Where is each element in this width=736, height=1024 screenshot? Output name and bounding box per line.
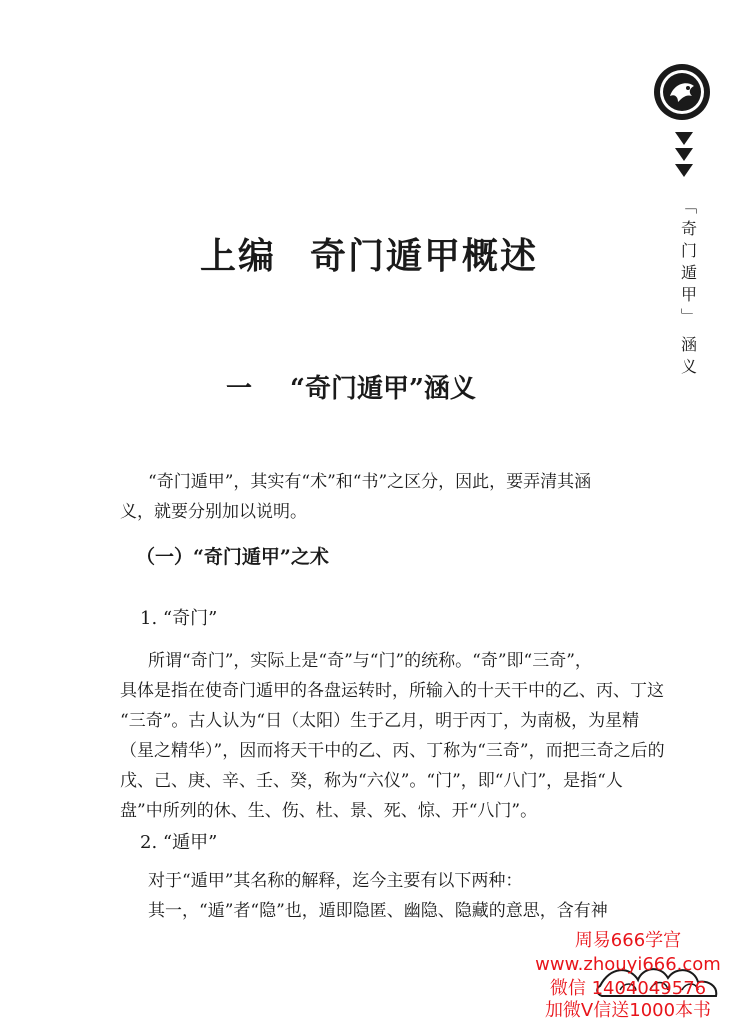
sidebar-char: 义 <box>680 357 697 376</box>
part-name: 奇门遁甲概述 <box>310 235 539 277</box>
para1-line-5: 戊、己、庚、辛、壬、癸，称为“六仪”。“门”，即“八门”，是指“人 <box>120 771 623 791</box>
para1-line-3: “三奇”。古人认为“日（太阳）生于乙月，明于丙丁，为南极，为星精 <box>120 711 640 731</box>
watermark-line-2: www.zhouyi666.com <box>535 954 721 975</box>
para2-line-2: 其一，“遁”者“隐”也，遁即隐匿、幽隐、隐藏的意思，含有神 <box>148 901 608 921</box>
watermark-line-4: 加微V信送1000本书 <box>544 1000 712 1021</box>
para1-line-6: 盘”中所列的休、生、伤、杜、景、死、惊、开“八门”。 <box>120 801 538 821</box>
sidebar-char: 奇 <box>680 219 697 238</box>
dragon-seal-icon <box>652 62 712 122</box>
sidebar-bracket-open: ﹁ <box>680 197 697 216</box>
part-label: 上编 <box>200 235 277 277</box>
watermark-line-3: 微信 1404049576 <box>549 978 707 999</box>
sidebar-bracket-close: ﹂ <box>680 307 697 326</box>
watermark-line-1: 周易666学宫 <box>574 930 682 951</box>
sidebar-char: 涵 <box>680 335 697 354</box>
subheading-dunjia: 2. “遁甲” <box>140 832 218 853</box>
sidebar-char: 门 <box>680 241 697 260</box>
para1-line-4: （星之精华）”，因而将天干中的乙、丙、丁称为“三奇”，而把三奇之后的 <box>120 741 665 761</box>
intro-line-2: 义，就要分别加以说明。 <box>120 502 307 522</box>
sidebar-char: 遁 <box>680 263 697 282</box>
section-title: “奇门遁甲”涵义 <box>290 374 476 404</box>
para1-line-1: 所谓“奇门”，实际上是“奇”与“门”的统称。“奇”即“三奇”， <box>148 651 592 671</box>
intro-line-1: “奇门遁甲”，其实有“术”和“书”之区分，因此，要弄清其涵 <box>148 472 592 492</box>
para2-line-1: 对于“遁甲”其名称的解释，迄今主要有以下两种： <box>148 871 523 891</box>
subheading-qimen: 1. “奇门” <box>140 608 218 629</box>
triangle-down-icon <box>672 130 696 180</box>
para1-line-2: 具体是指在使奇门遁甲的各盘运转时，所输入的十天干中的乙、丙、丁这 <box>120 681 664 701</box>
subsection-heading: （一）“奇门遁甲”之术 <box>136 546 329 568</box>
sidebar-char: 甲 <box>680 285 697 304</box>
section-number: 一 <box>226 374 253 404</box>
sidebar-title <box>674 196 704 378</box>
